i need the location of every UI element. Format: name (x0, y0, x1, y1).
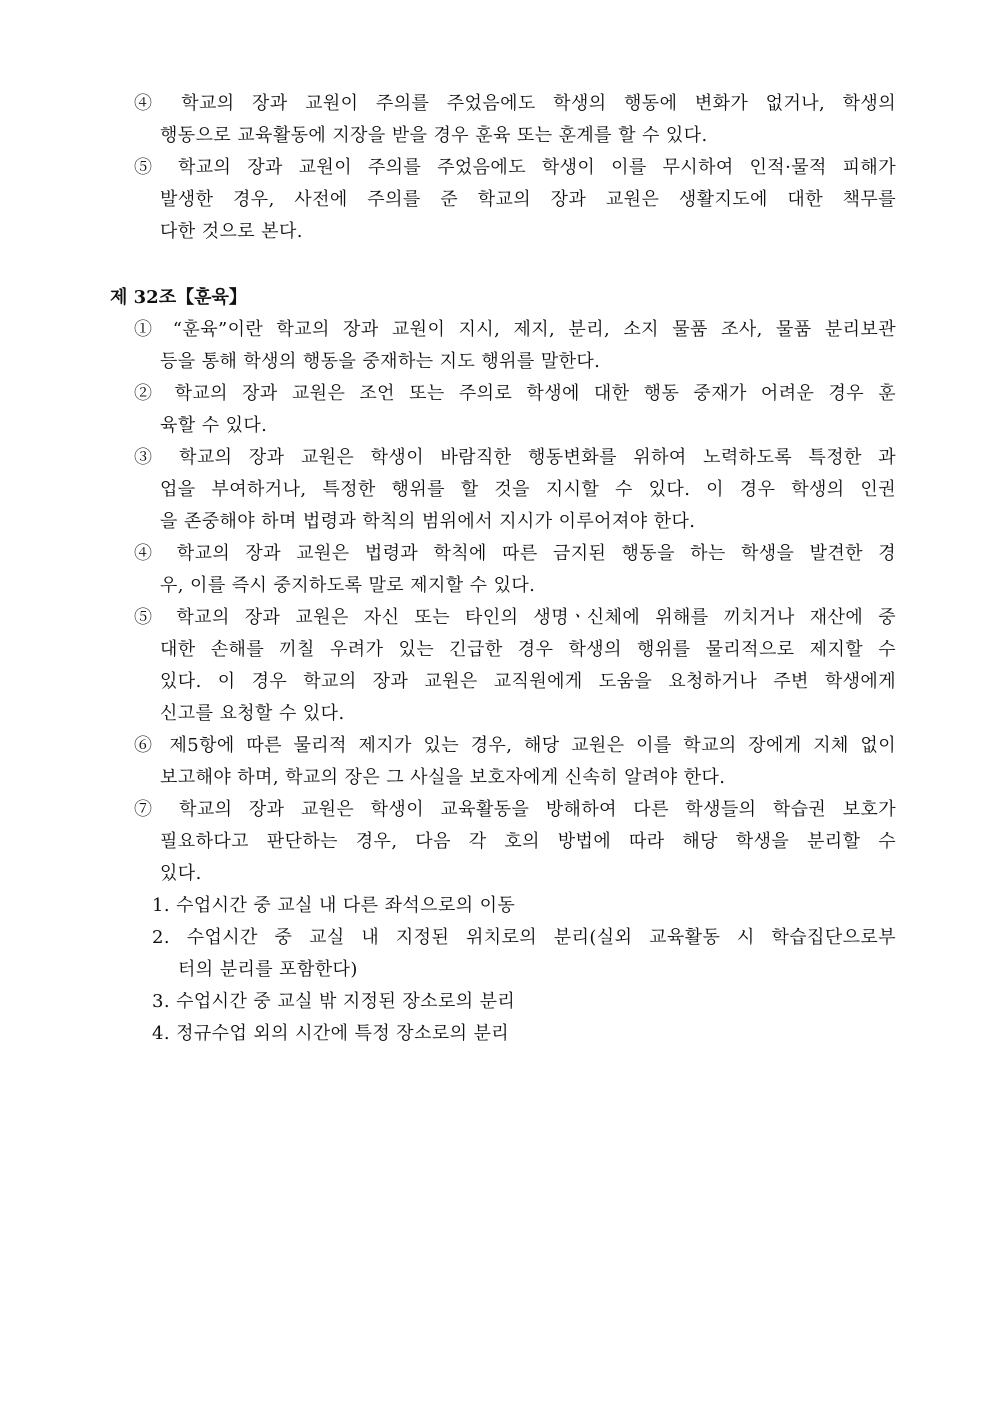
text-line: ⑤ 학교의 장과 교원은 자신 또는 타인의 생명ㆍ신체에 위해를 끼치거나 재산에 중 (134, 607, 896, 628)
text-line: 을 존중해야 하며 법령과 학칙의 범위에서 지시가 이루어져야 한다. (160, 511, 696, 532)
list-item (152, 922, 896, 986)
text-line: ⑦ 학교의 장과 교원은 학생이 교육활동을 방해하여 다른 학생들의 학습권 보호가 (134, 799, 896, 820)
text-line: ④ 학교의 장과 교원이 주의를 주었음에도 학생의 행동에 변화가 없거나, 학생의 (134, 93, 896, 114)
list-item (152, 986, 896, 1018)
text-line: 신고를 요청할 수 있다. (160, 703, 345, 724)
text-line: ② 학교의 장과 교원은 조언 또는 주의로 학생에 대한 행동 중재가 어려운 경우 훈 (134, 383, 896, 404)
paragraph-5-prev (134, 152, 896, 248)
text-line: 필요하다고 판단하는 경우, 다음 각 호의 방법에 따라 해당 학생을 분리할 수 (160, 831, 896, 852)
article-heading: 제 32조【훈육】 (110, 287, 247, 308)
text-line: 3. 수업시간 중 교실 밖 지정된 장소로의 분리 (152, 991, 516, 1012)
paragraph-6 (134, 730, 896, 794)
list-item (152, 1018, 896, 1050)
text-line: 있다. (160, 863, 202, 884)
text-line: 터의 분리를 포함한다) (178, 959, 358, 980)
text-line: 다한 것으로 본다. (160, 221, 303, 242)
text-line: 대한 손해를 끼칠 우려가 있는 긴급한 경우 학생의 행위를 물리적으로 제지할 수 (160, 639, 896, 660)
list-item (152, 890, 896, 922)
text-line: ④ 학교의 장과 교원은 법령과 학칙에 따른 금지된 행동을 하는 학생을 발견한 경 (134, 543, 896, 564)
text-line: ① “훈육”이란 학교의 장과 교원이 지시, 제지, 분리, 소지 물품 조사, 물품 분리보관 (134, 319, 896, 340)
paragraph-7 (134, 794, 896, 890)
text-line: 등을 통해 학생의 행동을 중재하는 지도 행위를 말한다. (160, 351, 601, 372)
paragraph-3 (134, 442, 896, 538)
paragraph-5 (134, 602, 896, 730)
text-line: ⑤ 학교의 장과 교원이 주의를 주었음에도 학생이 이를 무시하여 인적·물적 피해가 (134, 157, 896, 178)
text-line: 발생한 경우, 사전에 주의를 준 학교의 장과 교원은 생활지도에 대한 책무를 (160, 189, 896, 210)
text-line: ⑥ 제5항에 따른 물리적 제지가 있는 경우, 해당 교원은 이를 학교의 장에게 지체 없이 (134, 735, 896, 756)
text-line: 1. 수업시간 중 교실 내 다른 좌석으로의 이동 (152, 895, 516, 916)
text-line: 2. 수업시간 중 교실 내 지정된 위치로의 분리(실외 교육활동 시 학습집단으로부 (152, 927, 896, 948)
text-line: 보고해야 하며, 학교의 장은 그 사실을 보호자에게 신속히 알려야 한다. (160, 767, 726, 788)
text-line: 육할 수 있다. (160, 415, 268, 436)
text-line: 4. 정규수업 외의 시간에 특정 장소로의 분리 (152, 1023, 510, 1044)
text-line: 있다. 이 경우 학교의 장과 교원은 교직원에게 도움을 요청하거나 주변 학생에게 (160, 671, 896, 692)
paragraph-2 (134, 378, 896, 442)
paragraph-4-prev (134, 88, 896, 152)
paragraph-4 (134, 538, 896, 602)
text-line: ③ 학교의 장과 교원은 학생이 바람직한 행동변화를 위하여 노력하도록 특정한 과 (134, 447, 896, 468)
text-line: 행동으로 교육활동에 지장을 받을 경우 훈육 또는 훈계를 할 수 있다. (160, 125, 708, 146)
paragraph-1 (134, 314, 896, 378)
text-line: 업을 부여하거나, 특정한 행위를 할 것을 지시할 수 있다. 이 경우 학생의 인권 (160, 479, 896, 500)
text-line: 우, 이를 즉시 중지하도록 말로 제지할 수 있다. (160, 575, 536, 596)
